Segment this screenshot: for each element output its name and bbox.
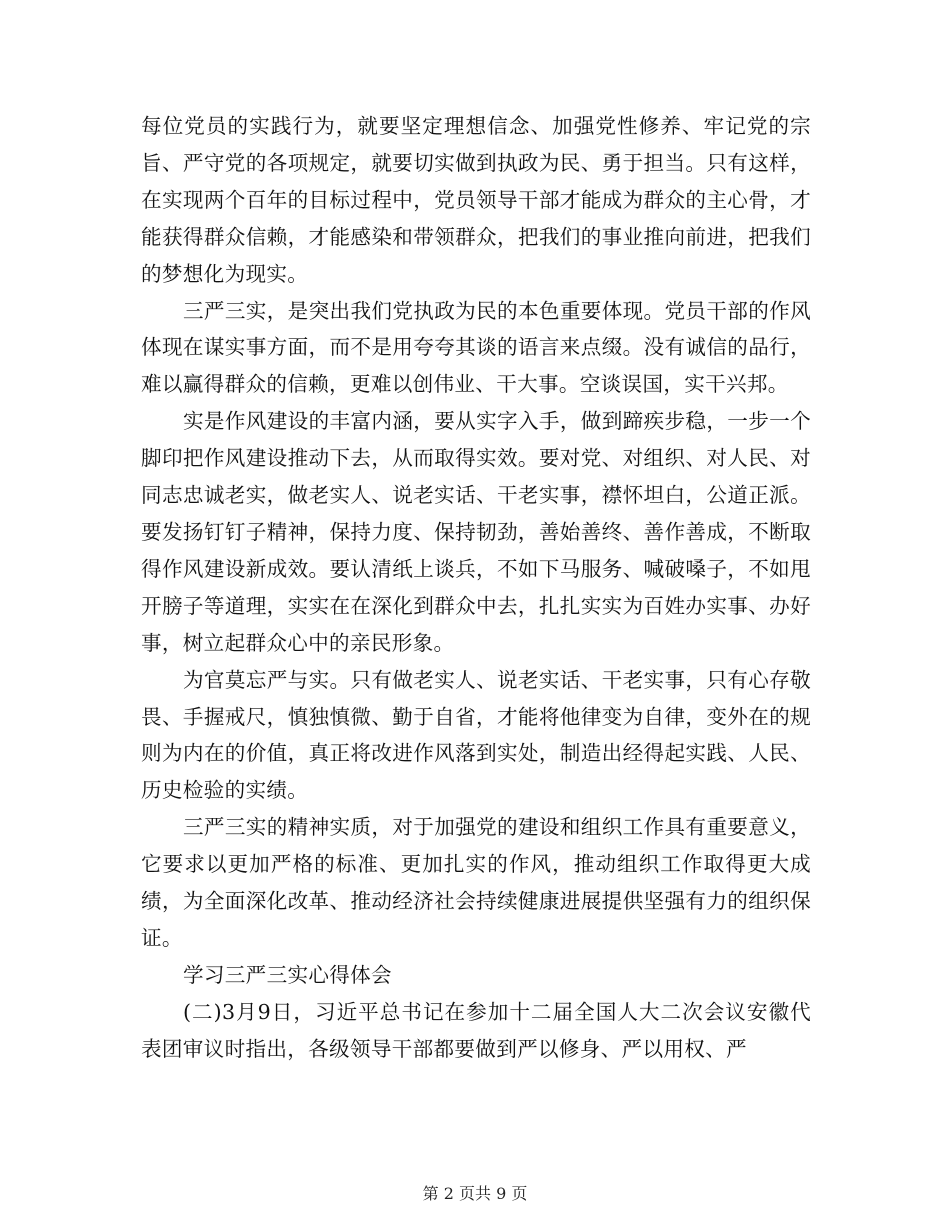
- paragraph-spiritual-essence: 三严三实的精神实质，对于加强党的建设和组织工作具有重要意义，它要求以更加严格的标准、更加扎实的作风，推动组织工作取得更大成绩，为全面深化改革、推动经济社会持续健康进展提供坚强有力的组织保证。: [141, 815, 811, 950]
- paragraph-work-style-building: 实是作风建设的丰富内涵，要从实字入手，做到蹄疾步稳，一步一个脚印把作风建设推动下去，从而取得实效。要对党、对组织、对人民、对同志忠诚老实，做老实人、说老实话、干老实事，襟怀坦白，公道正派。要发扬钉钉子精神，保持力度、保持韧劲，善始善终、善作善成，不断取得作风建设新成效。要认清纸上谈兵，不如下马服务、喊破嗓子，不如甩开膀子等道理，实实在在深化到群众中去，扎扎实实为百姓办实事、办好事，树立起群众心中的亲民形象。: [141, 409, 811, 655]
- paragraph-march-ninth: (二)3月9日，习近平总书记在参加十二届全国人大二次会议安徽代表团审议时指出，各级领导干部都要做到严以修身、严以用权、严: [141, 999, 811, 1061]
- paragraph-strict-and-practical: 为官莫忘严与实。只有做老实人、说老实话、干老实事，只有心存敬畏、手握戒尺，慎独慎微、勤于自省，才能将他律变为自律，变外在的规则为内在的价值，真正将改进作风落到实处，制造出经得起实践、人民、历史检验的实绩。: [141, 667, 811, 803]
- section-heading: 学习三严三实心得体会: [183, 962, 392, 987]
- paragraph-party-member-practice: 每位党员的实践行为，就要坚定理想信念、加强党性修养、牢记党的宗旨、严守党的各项规定，就要切实做到执政为民、勇于担当。只有这样，在实现两个百年的目标过程中，党员领导干部才能成为群众的主心骨，才能获得群众信赖，才能感染和带领群众，把我们的事业推向前进，把我们的梦想化为现实。: [141, 114, 811, 286]
- page-number-footer: 第 2 页共 9 页: [422, 1184, 528, 1203]
- document-body: [141, 108, 811, 1068]
- paragraph-three-stricts-essence: 三严三实，是突出我们党执政为民的本色重要体现。党员干部的作风体现在谋实事方面，而不是用夸夸其谈的语言来点缀。没有诚信的品行，难以赢得群众的信赖，更难以创伟业、干大事。空谈误国，实干兴邦。: [141, 298, 811, 397]
